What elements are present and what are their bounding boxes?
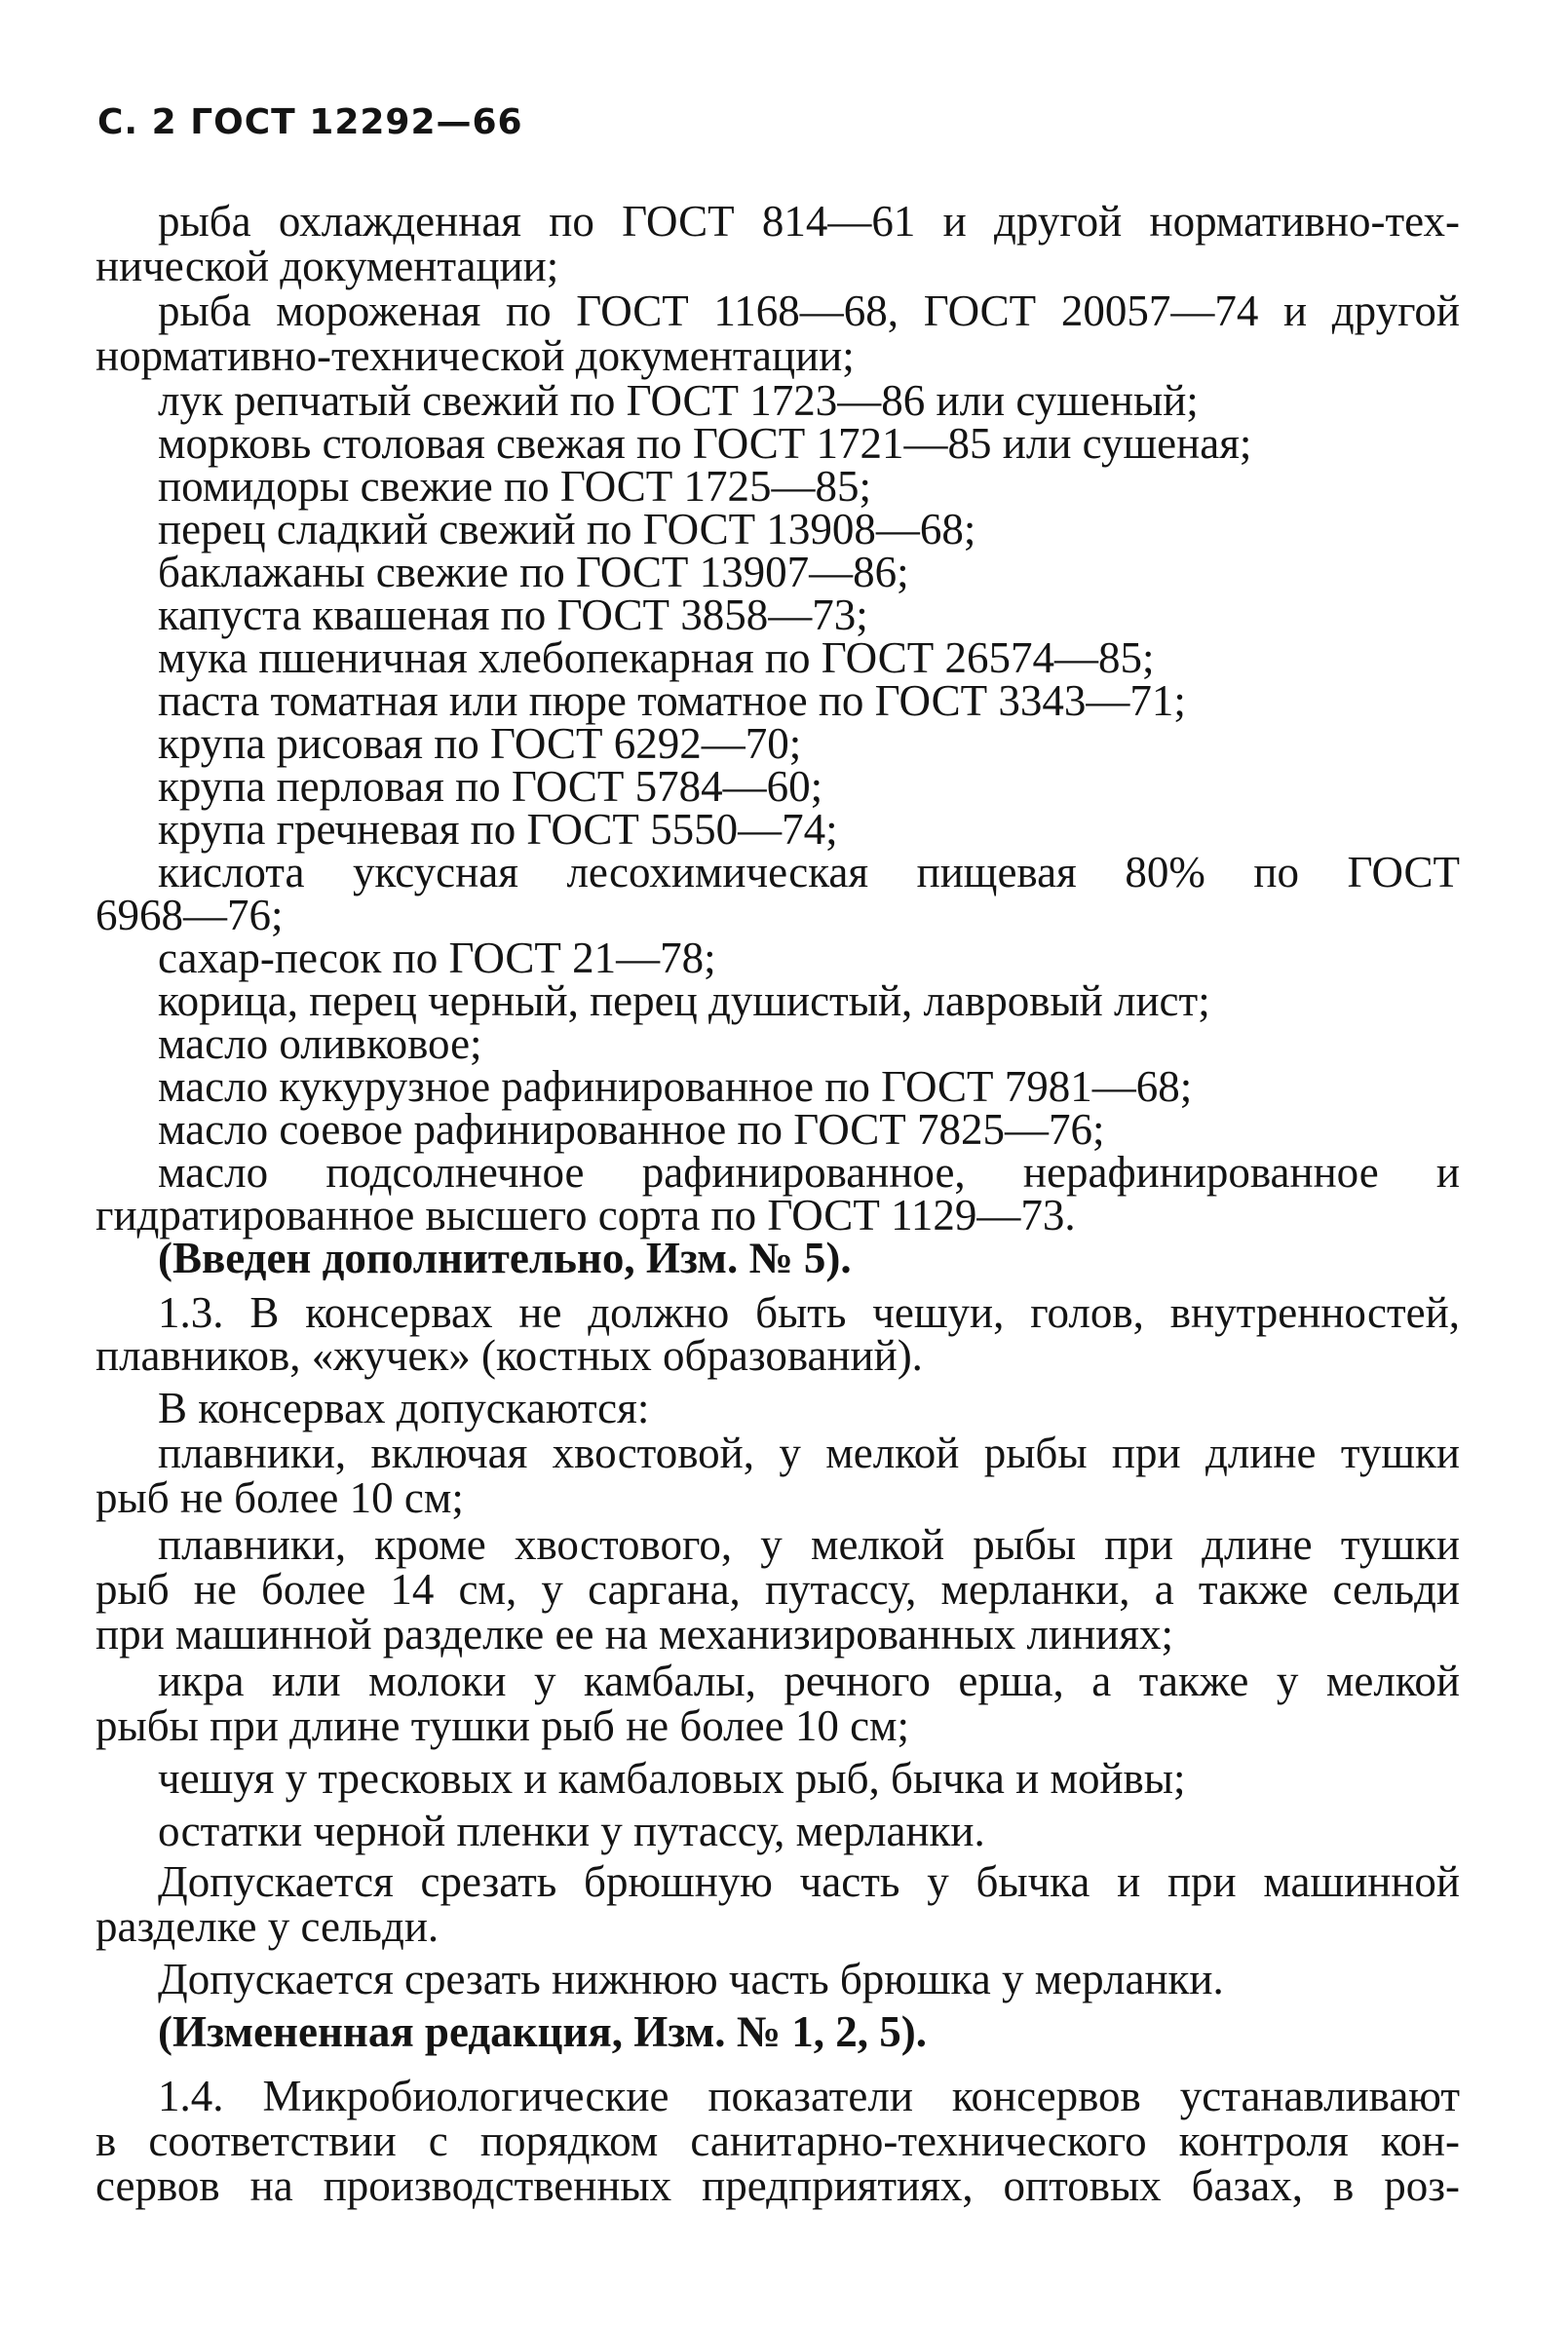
text-line: икра или молоки у камбалы, речного ерша, а также у мелкой: [158, 1657, 1460, 1705]
text-line: капуста квашеная по ГОСТ 3858—73;: [158, 591, 868, 639]
text-line: при машинной разделке ее на механизированных линиях;: [96, 1610, 1173, 1659]
text-line: масло оливковое;: [158, 1019, 482, 1068]
text-line: паста томатная или пюре томатное по ГОСТ 3343—71;: [158, 676, 1186, 725]
text-line: масло кукурузное рафинированное по ГОСТ 7981—68;: [158, 1062, 1193, 1111]
text-line: Допускается срезать брюшную часть у бычка и при машинной: [158, 1857, 1460, 1906]
text-line: гидратированное высшего сорта по ГОСТ 1129—73.: [96, 1191, 1076, 1239]
page-header: С. 2 ГОСТ 12292—66: [97, 102, 523, 142]
text-line: 1.3. В консервах не должно быть чешуи, голов, внутренностей,: [158, 1288, 1460, 1337]
text-line: сервов на производственных предприятиях, оптовых базах, в роз-: [96, 2161, 1460, 2210]
text-line: рыб не более 14 см, у саргана, путассу, мерланки, а также сельди: [96, 1565, 1460, 1614]
text-line: чешуя у тресковых и камбаловых рыб, бычка и мойвы;: [158, 1754, 1186, 1803]
text-line: мука пшеничная хлебопекарная по ГОСТ 26574—85;: [158, 633, 1155, 682]
text-line: Допускается срезать нижнюю часть брюшка у мерланки.: [158, 1955, 1224, 2003]
text-line: остатки черной пленки у путассу, мерланки.: [158, 1807, 985, 1855]
text-line: крупа перловая по ГОСТ 5784—60;: [158, 762, 823, 811]
text-line: 6968—76;: [96, 891, 284, 939]
text-line: крупа гречневая по ГОСТ 5550—74;: [158, 805, 838, 854]
text-line: нической документации;: [96, 242, 559, 290]
amendment-note: (Измененная редакция, Изм. № 1, 2, 5).: [158, 2007, 928, 2056]
text-line: рыбы при длине тушки рыб не более 10 см;: [96, 1701, 910, 1750]
text-line: помидоры свежие по ГОСТ 1725—85;: [158, 462, 872, 511]
text-line: лук репчатый свежий по ГОСТ 1723—86 или сушеный;: [158, 376, 1199, 425]
amendment-note: (Введен дополнительно, Изм. № 5).: [158, 1234, 852, 1282]
text-line: плавники, кроме хвостового, у мелкой рыбы при длине тушки: [158, 1520, 1460, 1569]
text-line: рыба мороженая по ГОСТ 1168—68, ГОСТ 20057—74 и другой: [158, 286, 1460, 335]
text-line: кислота уксусная лесохимическая пищевая 80% по ГОСТ: [158, 848, 1460, 896]
text-line: 1.4. Микробиологические показатели консервов устанавливают: [158, 2072, 1460, 2120]
text-line: рыб не более 10 см;: [96, 1473, 464, 1522]
text-line: сахар-песок по ГОСТ 21—78;: [158, 934, 716, 982]
text-line: масло подсолнечное рафинированное, нерафинированное и: [158, 1148, 1460, 1197]
text-line: нормативно-технической документации;: [96, 331, 855, 380]
text-line: баклажаны свежие по ГОСТ 13907—86;: [158, 548, 909, 596]
text-line: В консервах допускаются:: [158, 1384, 650, 1432]
text-line: плавников, «жучек» (костных образований).: [96, 1331, 923, 1380]
text-line: морковь столовая свежая по ГОСТ 1721—85 или сушеная;: [158, 419, 1252, 468]
text-line: плавники, включая хвостовой, у мелкой рыбы при длине тушки: [158, 1429, 1460, 1477]
text-line: крупа рисовая по ГОСТ 6292—70;: [158, 719, 802, 768]
text-line: масло соевое рафинированное по ГОСТ 7825—76;: [158, 1105, 1105, 1154]
text-line: корица, перец черный, перец душистый, лавровый лист;: [158, 976, 1210, 1025]
text-line: рыба охлажденная по ГОСТ 814—61 и другой нормативно-тех-: [158, 197, 1460, 246]
text-line: в соответствии с порядком санитарно-технического контроля кон-: [96, 2116, 1460, 2165]
text-line: разделке у сельди.: [96, 1902, 440, 1951]
text-line: перец сладкий свежий по ГОСТ 13908—68;: [158, 505, 976, 553]
